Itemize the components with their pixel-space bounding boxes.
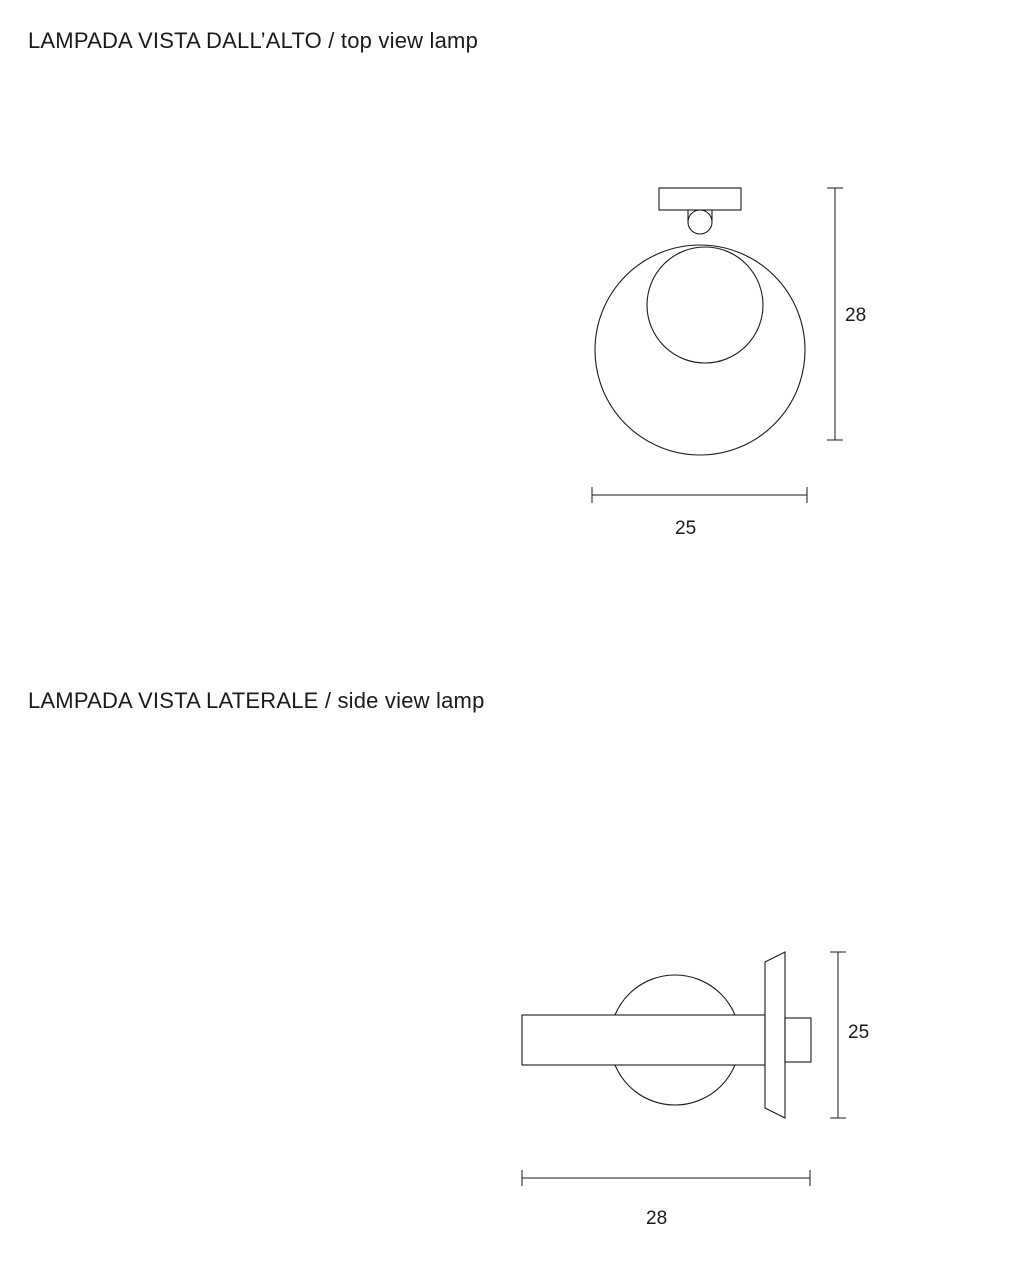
- section-title-side-view: LAMPADA VISTA LATERALE / side view lamp: [28, 688, 485, 713]
- side-view-horizontal-dimension-label: 28: [646, 1208, 668, 1229]
- top-view-drawing: [520, 150, 940, 570]
- side-view-vertical-dimension-label: 25: [848, 1022, 870, 1043]
- wall-mount-box: [785, 1018, 811, 1062]
- side-view-drawing: [480, 910, 940, 1250]
- connector-ball: [688, 210, 712, 234]
- wall-plate: [765, 952, 785, 1118]
- section-title-top-view: LAMPADA VISTA DALL’ALTO / top view lamp: [28, 28, 479, 53]
- inner-sphere-outline: [647, 247, 763, 363]
- top-view-vertical-dimension-label: 28: [845, 305, 867, 326]
- top-view-horizontal-dimension-label: 25: [675, 518, 697, 539]
- mounting-plate: [659, 188, 741, 210]
- arm-bar: [522, 1015, 765, 1065]
